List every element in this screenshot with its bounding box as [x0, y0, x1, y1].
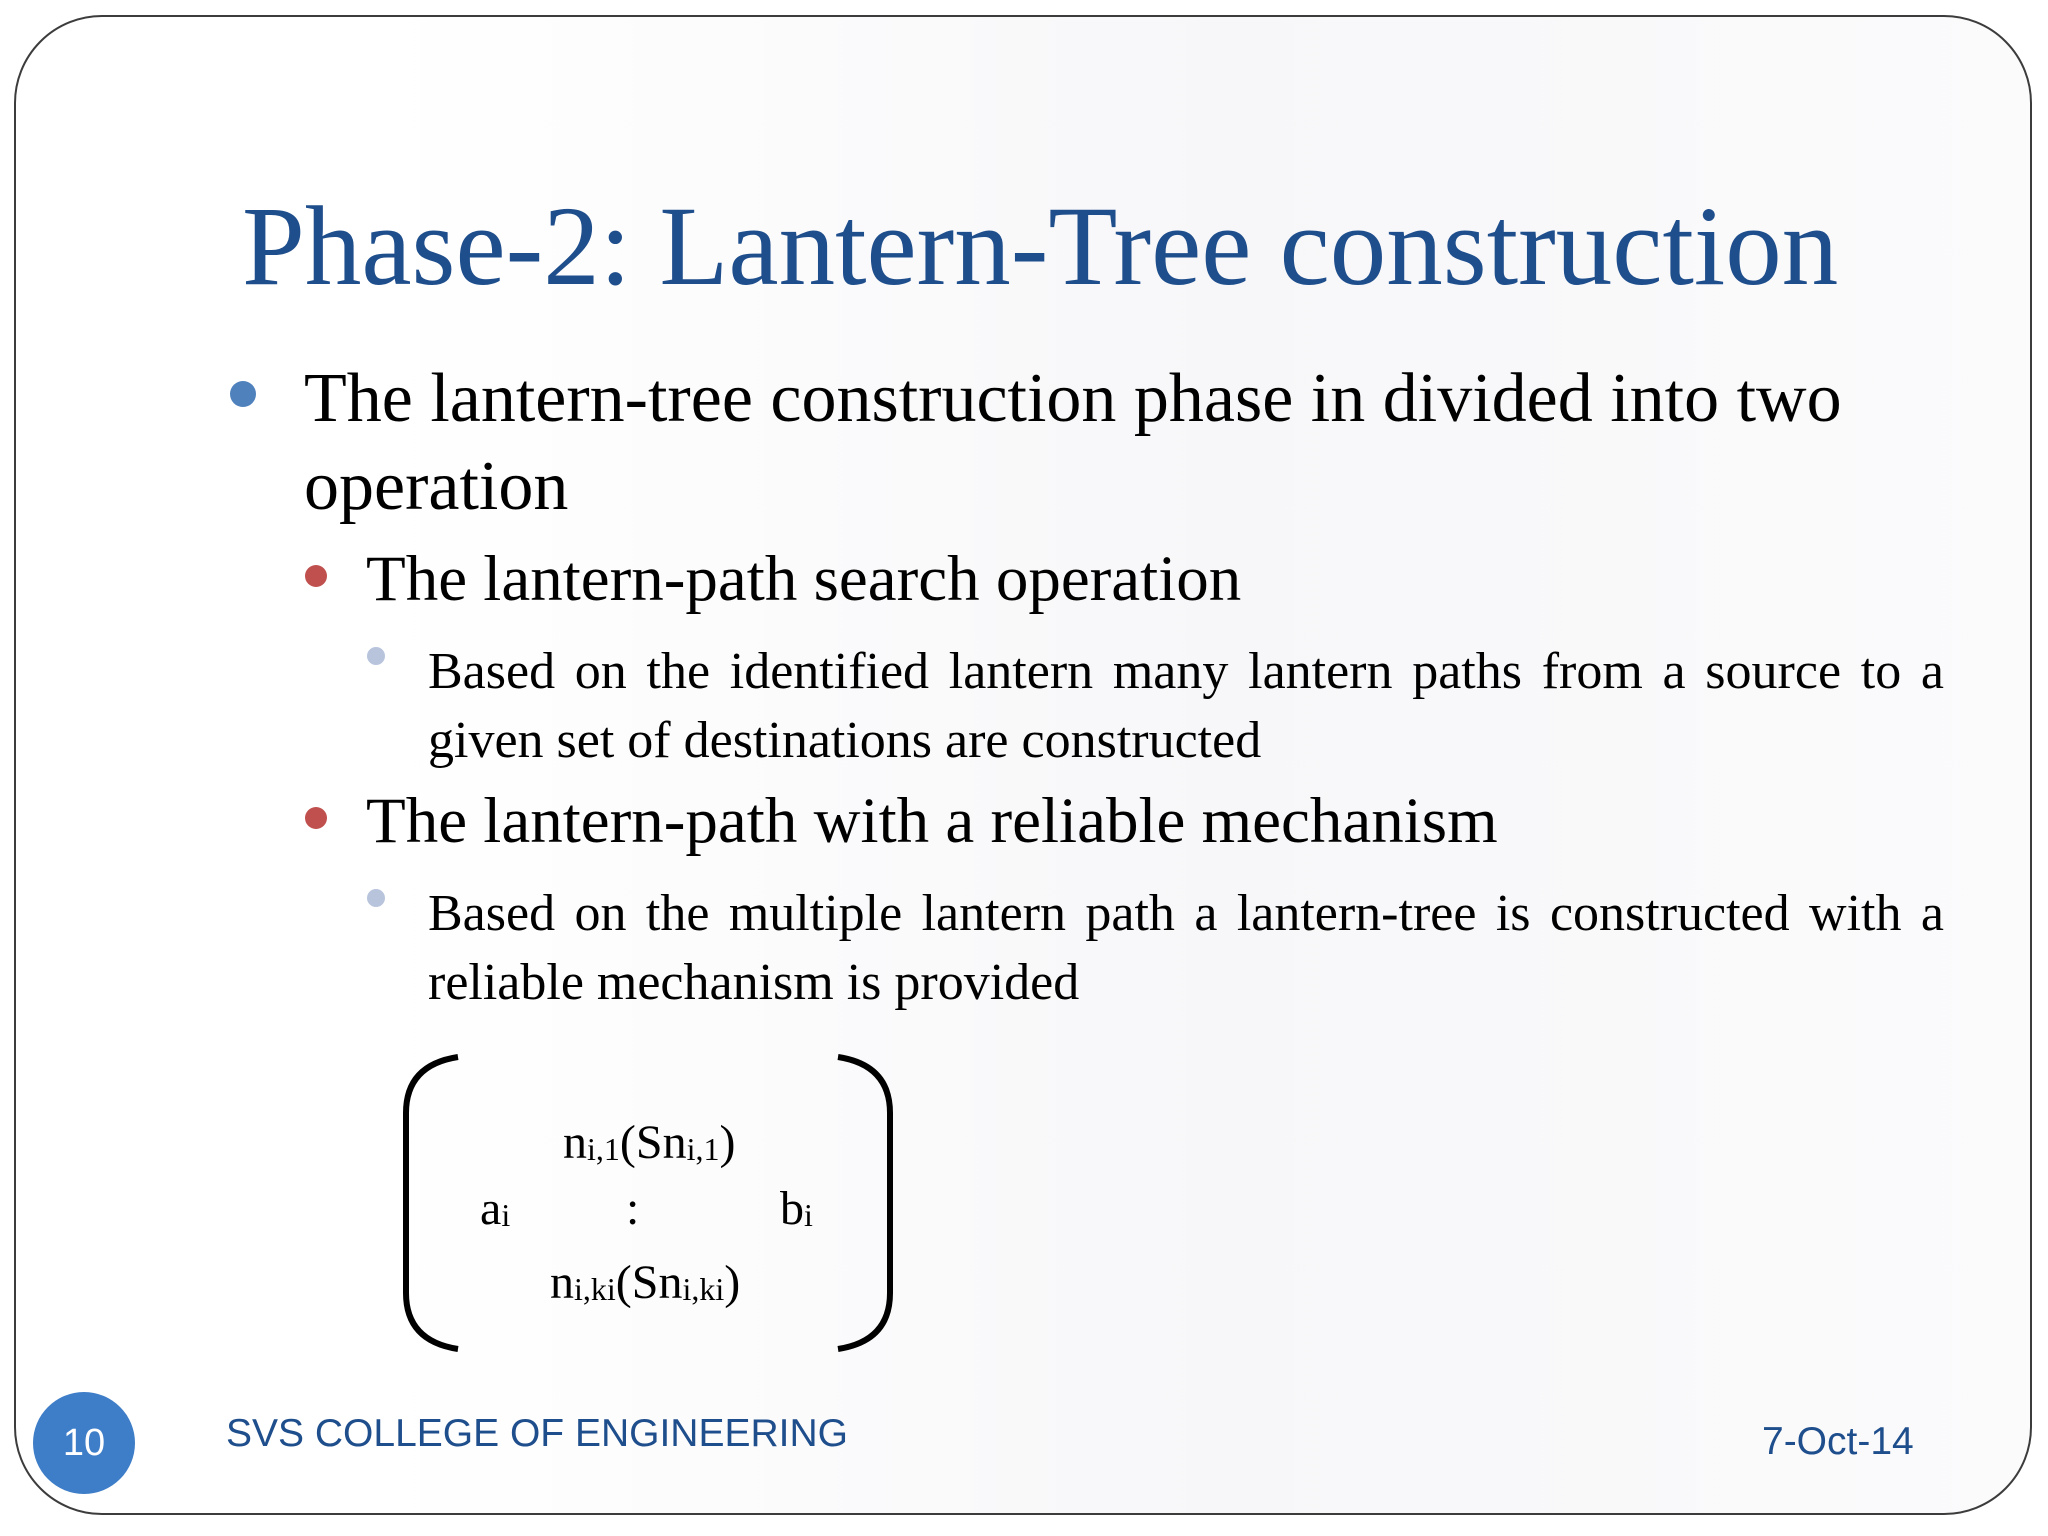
bullet-dot-level3 [367, 889, 385, 907]
page-number: 10 [62, 1421, 106, 1464]
slide-title: Phase-2: Lantern-Tree construction [242, 184, 1839, 309]
formula-left-entry: $a_i$ [480, 1182, 511, 1235]
slide-frame [14, 15, 2032, 1515]
bullet-dot-level3 [367, 647, 385, 665]
bullet-detail-reliable-text: Based on the multiple lantern path a lantern-tree is constructed with a reliable mechanism is provided [428, 885, 1944, 1011]
bullet-main: The lantern-tree construction phase in divided into two operation [304, 360, 1842, 525]
bullet-detail-search-text: Based on the identified lantern many lantern paths from a source to a given set of destinations are constructed [428, 643, 1944, 769]
bullet-dot-level2 [305, 565, 327, 587]
right-bracket [838, 1057, 890, 1349]
bullet-detail-reliable [428, 879, 1944, 1017]
bullet-detail-search [428, 637, 1944, 775]
left-bracket [406, 1057, 458, 1349]
formula-middle-entry: : [626, 1182, 640, 1235]
bullet-dot-level1 [230, 381, 256, 407]
formula-right-entry: $b_i$ [780, 1182, 813, 1235]
footer-college-name: SVS COLLEGE OF ENGINEERING [226, 1412, 848, 1455]
page-number-badge [33, 1392, 135, 1494]
formula-matrix [398, 1053, 898, 1353]
footer-date: 7-Oct-14 [1762, 1420, 1914, 1463]
bullet-sub-search: The lantern-path search operation [366, 543, 1242, 615]
bullet-dot-level2 [305, 807, 327, 829]
formula-top-entry: $n_{i,1}(Sn_{i,1})$ [563, 1116, 736, 1169]
bullet-sub-reliable: The lantern-path with a reliable mechanism [366, 785, 1498, 857]
formula-bottom-entry: $n_{i,ki}(Sn_{i,ki})$ [550, 1256, 741, 1309]
